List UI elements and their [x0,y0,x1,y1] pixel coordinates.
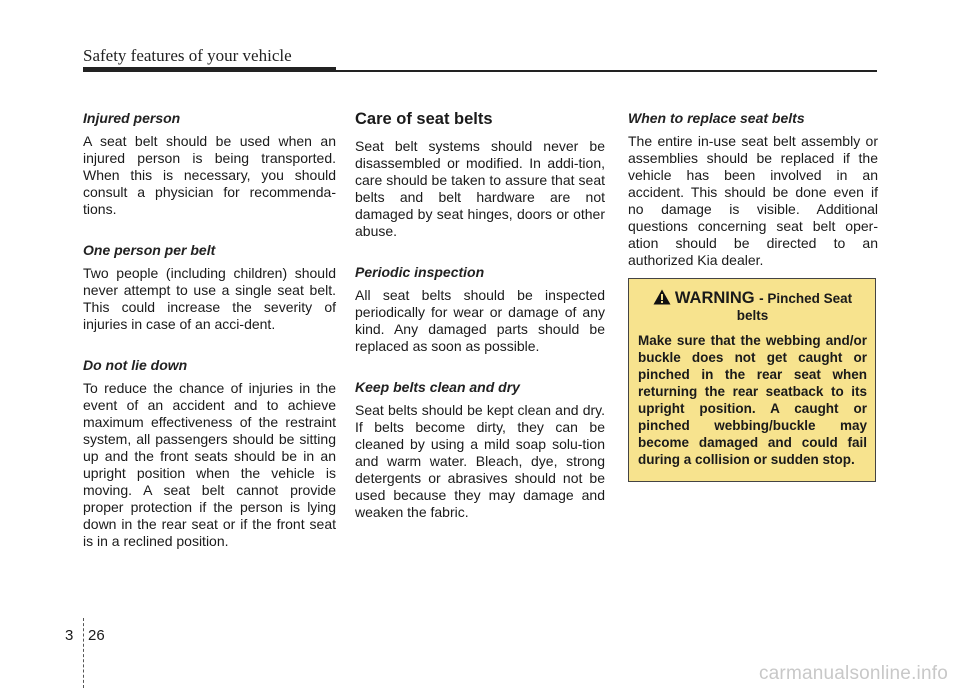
paragraph-one-person-per-belt: Two people (including children) should never attempt to use a single seat belt. This could increase the severity of injuries in case of an acci-dent. [83,265,336,332]
warning-label: WARNING [674,289,755,307]
paragraph-injured-person: A seat belt should be used when an injured person is being transported. When this is necessary, you should consult a physician for recommenda-tions. [83,133,336,217]
warning-triangle-icon [653,289,671,305]
subheading-periodic-inspection: Periodic inspection [355,264,485,280]
subheading-one-person-per-belt: One person per belt [83,242,216,258]
subheading-when-to-replace: When to replace seat belts [628,110,805,126]
subheading-keep-belts-clean: Keep belts clean and dry [355,379,520,395]
paragraph-do-not-lie-down: To reduce the chance of injuries in the event of an accident and to achieve maximum effectiveness of the restraint system, all passengers should be sitting up and the front seats should be in an upright position when the vehicle is moving. A seat belt cannot provide proper protection if the person is lying down in the rear seat or if the front seat is in a reclined position. [83,380,336,549]
header-rule [83,70,877,72]
subheading-injured-person: Injured person [83,110,181,126]
warning-subtitle: - Pinched Seat belts [736,291,853,323]
warning-header [638,289,867,324]
paragraph-keep-belts-clean: Seat belts should be kept clean and dry. If belts become dirty, they can be cleaned by using a mild soap solu-tion and warm water. Bleach, dye, strong detergents or abrasives should not be used because they may damage and weaken the fabric. [355,402,605,520]
watermark: carmanualsonline.info [758,663,948,684]
footer-divider [83,618,84,688]
column-1 [83,110,336,574]
column-2 [355,110,605,545]
warning-box [628,278,876,482]
page-section-number: 3 [65,627,74,644]
column-3 [628,110,878,293]
paragraph-when-to-replace: The entire in-use seat belt assembly or assemblies should be replaced if the vehicle has been involved in an accident. This should be done even if no damage is visible. Additional questions concerning seat belt oper-ation should be directed to an authorized Kia dealer. [628,133,878,268]
warning-text: Make sure that the webbing and/or buckle does not get caught or pinched in the rear seat when returning the rear seatback to its upright position. A caught or pinched webbing/buckle may become damaged and could fail during a collision or sudden stop. [638,333,867,467]
page-header-title: Safety features of your vehicle [83,46,292,65]
paragraph-care-intro: Seat belt systems should never be disassembled or modified. In addi-tion, care should be taken to assure that seat belts and belt hardware are not damaged by seat hinges, doors or other abuse. [355,138,605,239]
paragraph-periodic-inspection: All seat belts should be inspected periodically for wear or damage of any kind. Any damaged parts should be replaced as soon as possible. [355,287,605,354]
section-title-care-of-seat-belts: Care of seat belts [355,110,493,128]
subheading-do-not-lie-down: Do not lie down [83,357,188,373]
page-number: 26 [88,627,105,644]
